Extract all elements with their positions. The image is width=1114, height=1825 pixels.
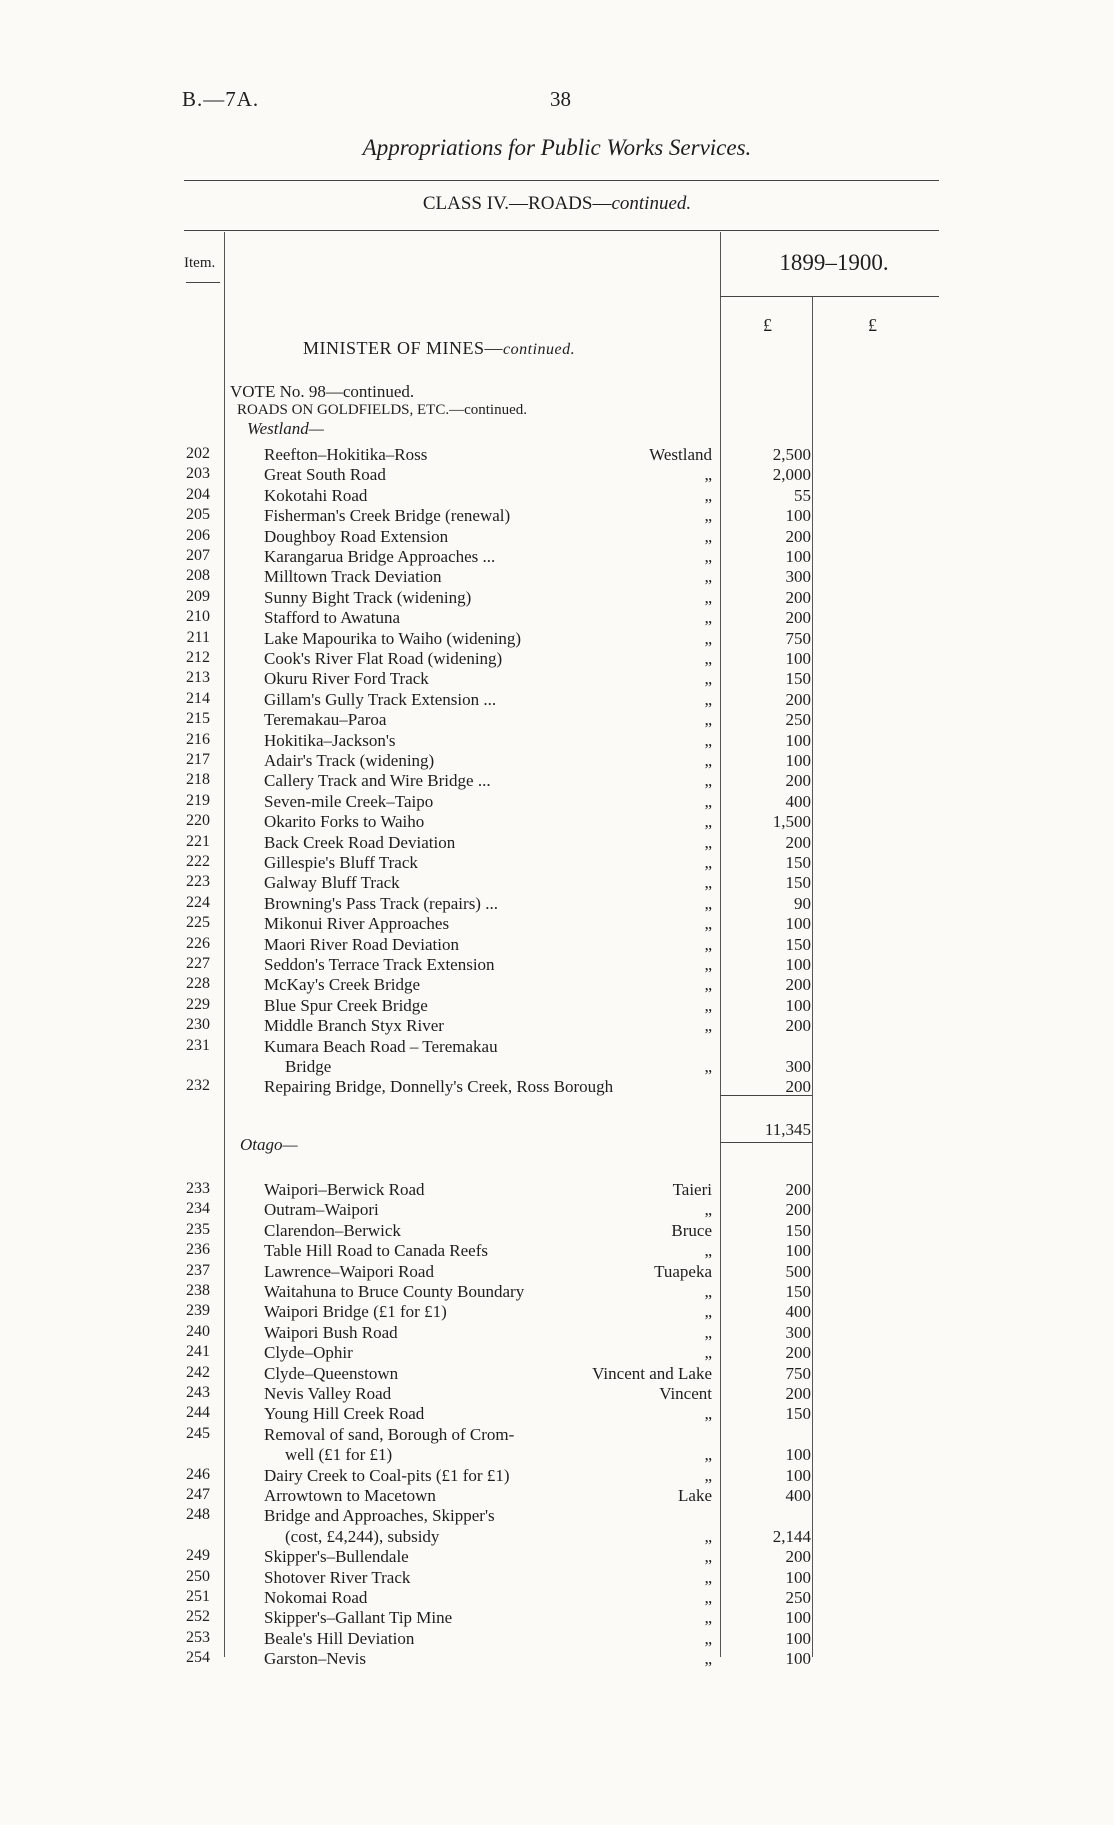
amount-line (0, 1241, 1114, 1261)
amount-line (0, 1384, 1114, 1404)
class-heading-continued: continued. (611, 193, 692, 214)
amount-line (0, 669, 1114, 689)
item-number: 227 (186, 955, 210, 972)
description-line (0, 1425, 1114, 1445)
item-amount: 100 (785, 1241, 811, 1261)
otago-heading: Otago— (240, 1135, 298, 1154)
item-locality: „ (704, 893, 712, 913)
item-description: Table Hill Road to Canada Reefs (264, 1241, 488, 1261)
item-locality: „ (704, 1200, 712, 1220)
item-number: 239 (186, 1302, 210, 1320)
amount-line (0, 710, 1114, 730)
item-description: Clarendon–Berwick (264, 1220, 401, 1240)
item-amount: 200 (785, 975, 811, 995)
item-locality: „ (704, 506, 712, 526)
item-amount: 100 (785, 1608, 811, 1628)
item-amount: 500 (785, 1261, 811, 1281)
item-amount: 100 (785, 751, 811, 770)
item-number: 222 (186, 853, 210, 870)
item-description: Repairing Bridge, Donnelly's Creek, Ross Borough (264, 1077, 614, 1097)
item-number: 249 (186, 1547, 210, 1565)
amount-line (0, 465, 1114, 485)
ministry-heading-main: MINISTER OF MINES— (303, 338, 504, 358)
class-heading-main: CLASS IV.—ROADS— (422, 193, 612, 214)
item-amount: 300 (785, 1322, 811, 1342)
page-number: 38 (550, 87, 571, 111)
item-description: Callery Track and Wire Bridge ... (264, 771, 491, 791)
amount-line (0, 1466, 1114, 1486)
item-number: 217 (186, 751, 210, 768)
item-number: 235 (186, 1220, 210, 1238)
item-description: (cost, £4,244), subsidy (285, 1526, 440, 1546)
item-amount: 2,144 (772, 1526, 811, 1546)
item-locality: „ (704, 853, 712, 872)
item-amount: 250 (785, 1588, 811, 1607)
item-locality: „ (704, 628, 712, 648)
item-amount: 100 (785, 1628, 811, 1648)
item-locality: Vincent and Lake (592, 1363, 712, 1383)
amount-line (0, 833, 1114, 853)
item-amount: 2,500 (772, 445, 811, 464)
item-amount: 200 (785, 1200, 811, 1220)
amount-line (0, 649, 1114, 669)
item-description: Clyde–Ophir (264, 1343, 353, 1363)
item-description: Blue Spur Creek Bridge (264, 995, 428, 1015)
item-locality: Bruce (671, 1220, 712, 1240)
amount-line (0, 955, 1114, 975)
amount-line (0, 751, 1114, 771)
item-description: Stafford to Awatuna (264, 608, 400, 628)
title-rule (184, 180, 939, 181)
amount-line (0, 1547, 1114, 1567)
item-description: Lawrence–Waipori Road (264, 1261, 434, 1281)
item-locality: „ (704, 832, 712, 852)
item-description: Okuru River Ford Track (264, 669, 429, 689)
item-locality: „ (704, 1445, 712, 1465)
item-locality: „ (704, 1608, 712, 1628)
item-amount: 100 (785, 914, 811, 934)
item-locality: Lake (678, 1486, 712, 1505)
item-number: 211 (186, 628, 210, 646)
item-description: Beale's Hill Deviation (264, 1628, 415, 1648)
item-description: Kumara Beach Road – Teremakau (264, 1036, 498, 1056)
item-locality: „ (704, 1322, 712, 1342)
item-number: 215 (186, 710, 210, 728)
item-number: 205 (186, 506, 210, 524)
item-locality: „ (704, 465, 712, 485)
item-amount: 200 (785, 771, 811, 791)
item-amount: 200 (785, 1016, 811, 1036)
amount-line (0, 1302, 1114, 1322)
item-number: 214 (186, 689, 210, 707)
item-description: Back Creek Road Deviation (264, 832, 456, 852)
item-description: Clyde–Queenstown (264, 1363, 399, 1383)
amount-line (0, 1343, 1114, 1363)
item-locality: „ (704, 995, 712, 1015)
item-description: Bridge (285, 1057, 332, 1076)
item-locality: „ (704, 1567, 712, 1587)
item-locality: „ (704, 608, 712, 628)
item-description: Arrowtown to Macetown (264, 1486, 436, 1505)
item-description: Hokitika–Jackson's (264, 730, 396, 750)
item-locality: Vincent (659, 1384, 712, 1403)
item-number: 228 (186, 975, 210, 993)
item-locality: „ (704, 1016, 712, 1036)
amount-line (0, 445, 1114, 465)
item-amount: 100 (785, 1567, 811, 1587)
item-description: Nevis Valley Road (264, 1384, 392, 1403)
item-number: 212 (186, 649, 210, 666)
item-number: 223 (186, 873, 210, 891)
amount-line (0, 1486, 1114, 1506)
item-number: 229 (186, 995, 210, 1013)
item-description: Gillam's Gully Track Extension ... (264, 689, 497, 709)
item-description: Waitahuna to Bruce County Boundary (264, 1282, 525, 1301)
item-amount: 200 (785, 1077, 811, 1097)
item-description: Karangarua Bridge Approaches ... (264, 547, 496, 566)
item-locality: „ (704, 669, 712, 689)
item-number: 225 (186, 914, 210, 932)
item-locality: „ (704, 873, 712, 893)
item-locality: „ (704, 791, 712, 811)
item-locality: „ (704, 587, 712, 607)
vote-heading: VOTE No. 98—continued. (230, 382, 415, 401)
amount-line (0, 608, 1114, 628)
year-head-rule (720, 296, 939, 297)
description-line (0, 1506, 1114, 1526)
amount-line (0, 1364, 1114, 1384)
item-description: Reefton–Hokitika–Ross (264, 445, 428, 464)
item-amount: 100 (785, 506, 811, 526)
page-title: Appropriations for Public Works Services. (362, 135, 752, 160)
item-description: Seven-mile Creek–Taipo (264, 791, 434, 811)
amount-line (0, 1323, 1114, 1343)
amount-line (0, 1404, 1114, 1424)
item-locality: „ (704, 955, 712, 974)
amount-line (0, 567, 1114, 587)
amount-line (0, 853, 1114, 873)
document-reference: B.—7A. (182, 87, 260, 111)
ministry-heading (303, 338, 575, 359)
roads-heading: ROADS ON GOLDFIELDS, ETC.—continued. (237, 402, 527, 418)
item-locality: „ (704, 1526, 712, 1546)
item-description: Okarito Forks to Waiho (264, 812, 425, 832)
item-number: 226 (186, 934, 210, 952)
item-locality: „ (704, 1547, 712, 1567)
item-locality: „ (704, 1465, 712, 1485)
item-number: 254 (186, 1649, 210, 1667)
amount-line (0, 1588, 1114, 1608)
item-number: 238 (186, 1282, 210, 1299)
westland-heading: Westland— (247, 419, 324, 438)
item-amount: 100 (785, 730, 811, 750)
item-number: 204 (186, 485, 210, 503)
item-locality: „ (704, 1343, 712, 1363)
item-number: 236 (186, 1241, 210, 1259)
item-locality: „ (704, 730, 712, 750)
item-description: Removal of sand, Borough of Crom- (264, 1424, 515, 1444)
item-number: 210 (186, 608, 210, 626)
amount-line (0, 1282, 1114, 1302)
item-amount: 100 (785, 547, 811, 566)
item-amount: 100 (785, 1445, 811, 1465)
amount-line (0, 527, 1114, 547)
item-description: Nokomai Road (264, 1588, 368, 1607)
item-description: Maori River Road Deviation (264, 934, 459, 954)
item-description: Seddon's Terrace Track Extension (264, 955, 495, 974)
item-amount: 300 (785, 567, 811, 587)
item-number: 243 (186, 1384, 210, 1401)
item-amount: 150 (785, 873, 811, 893)
amount-line (0, 996, 1114, 1016)
item-amount: 300 (785, 1057, 811, 1076)
item-number: 231 (186, 1036, 210, 1054)
item-locality: „ (704, 1282, 712, 1301)
item-amount: 200 (785, 832, 811, 852)
item-amount: 150 (785, 1220, 811, 1240)
item-amount: 200 (785, 608, 811, 628)
item-number: 251 (186, 1588, 210, 1605)
item-locality: Tuapeka (654, 1261, 712, 1281)
amount-line (0, 629, 1114, 649)
item-amount: 100 (785, 1465, 811, 1485)
item-description: Skipper's–Gallant Tip Mine (264, 1608, 453, 1628)
item-amount: 750 (785, 1363, 811, 1383)
amount-line (0, 547, 1114, 567)
item-description: Browning's Pass Track (repairs) ... (264, 893, 498, 913)
amount-line (0, 1221, 1114, 1241)
item-amount: 100 (785, 955, 811, 974)
item-description: Mikonui River Approaches (264, 914, 450, 934)
amount-line (0, 935, 1114, 955)
item-description: Outram–Waipori (264, 1200, 379, 1220)
item-description: Sunny Bight Track (widening) (264, 587, 472, 607)
item-description: Galway Bluff Track (264, 873, 400, 893)
item-locality: „ (704, 485, 712, 505)
amount-line (0, 1445, 1114, 1465)
item-amount: 150 (785, 853, 811, 872)
item-description: Waipori Bridge (£1 for £1) (264, 1302, 447, 1322)
item-amount: 200 (785, 1384, 811, 1403)
item-number: 208 (186, 567, 210, 585)
item-locality: Taieri (672, 1180, 712, 1199)
item-locality: „ (704, 649, 712, 668)
item-locality: „ (704, 771, 712, 791)
class-heading (0, 193, 1114, 215)
item-locality: „ (704, 1241, 712, 1261)
item-description: Lake Mapourika to Waiho (widening) (264, 628, 522, 648)
amount-line (0, 1180, 1114, 1200)
table-top-rule (184, 230, 939, 231)
item-locality: „ (704, 975, 712, 995)
item-description: Shotover River Track (264, 1567, 411, 1587)
subtotal-rule (720, 1095, 812, 1096)
item-locality: Westland (649, 445, 712, 464)
item-description: well (£1 for £1) (285, 1445, 393, 1465)
item-number: 248 (186, 1506, 210, 1524)
item-locality: „ (704, 567, 712, 587)
item-amount: 200 (785, 587, 811, 607)
ministry-heading-continued: continued. (503, 341, 576, 358)
item-amount: 2,000 (772, 465, 811, 485)
amount-line (0, 1568, 1114, 1588)
item-locality: „ (704, 710, 712, 730)
item-amount: 100 (785, 995, 811, 1015)
item-number: 242 (186, 1363, 210, 1381)
amount-line (0, 588, 1114, 608)
item-description: Teremakau–Paroa (264, 710, 387, 730)
amount-line (0, 873, 1114, 893)
item-locality: „ (704, 689, 712, 709)
amount-line (0, 975, 1114, 995)
item-locality: „ (704, 914, 712, 934)
amount-line (0, 771, 1114, 791)
item-description: Young Hill Creek Road (264, 1404, 425, 1424)
item-description: Waipori Bush Road (264, 1322, 398, 1342)
amount-line (0, 1057, 1114, 1077)
item-description: Skipper's–Bullendale (264, 1547, 409, 1567)
item-description: Cook's River Flat Road (widening) (264, 649, 503, 668)
amount-line (0, 1608, 1114, 1628)
item-locality: „ (704, 812, 712, 832)
item-locality: „ (704, 1404, 712, 1424)
item-head-rule (186, 282, 220, 283)
year-column-header: 1899–1900. (779, 250, 889, 275)
item-number: 219 (186, 791, 210, 809)
item-amount: 250 (785, 710, 811, 730)
item-amount: 90 (794, 893, 811, 913)
item-description: Kokotahi Road (264, 485, 368, 505)
item-number: 203 (186, 465, 210, 483)
item-number: 240 (186, 1322, 210, 1340)
item-number: 234 (186, 1200, 210, 1218)
item-amount: 100 (785, 649, 811, 668)
item-number: 220 (186, 812, 210, 830)
item-amount: 400 (785, 1302, 811, 1322)
item-description: Fisherman's Creek Bridge (renewal) (264, 506, 511, 526)
item-description: Dairy Creek to Coal-pits (£1 for £1) (264, 1465, 510, 1485)
item-description: Garston–Nevis (264, 1649, 366, 1669)
item-description: Adair's Track (widening) (264, 751, 435, 770)
item-locality: „ (704, 1588, 712, 1607)
item-number: 241 (186, 1343, 210, 1361)
item-amount: 200 (785, 526, 811, 546)
item-number: 206 (186, 526, 210, 544)
item-amount: 200 (785, 1547, 811, 1567)
amount-line (0, 812, 1114, 832)
item-amount: 150 (785, 1282, 811, 1301)
item-number: 230 (186, 1016, 210, 1034)
item-description: Great South Road (264, 465, 386, 485)
item-number: 244 (186, 1404, 210, 1422)
item-number: 209 (186, 587, 210, 605)
item-number: 237 (186, 1261, 210, 1279)
item-number: 233 (186, 1180, 210, 1197)
item-amount: 150 (785, 934, 811, 954)
item-locality: „ (704, 934, 712, 954)
amount-line (0, 731, 1114, 751)
amount-line (0, 894, 1114, 914)
amount-line (0, 1649, 1114, 1669)
description-line (0, 1037, 1114, 1057)
item-description: Doughboy Road Extension (264, 526, 449, 546)
item-number: 247 (186, 1486, 210, 1503)
total-rule (720, 1142, 812, 1143)
amount-line (0, 690, 1114, 710)
item-locality: „ (704, 1302, 712, 1322)
item-description: Gillespie's Bluff Track (264, 853, 418, 872)
item-description: Middle Branch Styx River (264, 1016, 444, 1036)
item-amount: 400 (785, 1486, 811, 1505)
item-amount: 1,500 (772, 812, 811, 832)
item-number: 250 (186, 1567, 210, 1585)
item-number: 221 (186, 832, 210, 850)
item-number: 252 (186, 1608, 210, 1626)
item-number: 224 (186, 893, 210, 911)
item-amount: 400 (785, 791, 811, 811)
item-locality: „ (704, 547, 712, 566)
item-amount: 55 (794, 485, 811, 505)
item-locality: „ (704, 526, 712, 546)
item-number: 246 (186, 1465, 210, 1483)
pound-sign-amount: £ (763, 315, 772, 335)
item-number: 207 (186, 547, 210, 564)
amount-line (0, 1629, 1114, 1649)
item-amount: 750 (785, 628, 811, 648)
amount-line (0, 1016, 1114, 1036)
item-number: 245 (186, 1424, 210, 1442)
item-locality: „ (704, 1628, 712, 1648)
item-description: Waipori–Berwick Road (264, 1180, 425, 1199)
item-amount: 100 (785, 1649, 811, 1669)
item-column-header: Item. (184, 255, 216, 271)
amount-line (0, 914, 1114, 934)
item-number: 232 (186, 1077, 210, 1095)
item-amount: 150 (785, 669, 811, 689)
item-amount: 200 (785, 1343, 811, 1363)
item-number: 213 (186, 669, 210, 687)
westland-total: 11,345 (764, 1120, 811, 1139)
item-number: 202 (186, 445, 210, 462)
amount-line (0, 1262, 1114, 1282)
item-amount: 200 (785, 1180, 811, 1199)
item-locality: „ (704, 751, 712, 770)
amount-line (0, 506, 1114, 526)
item-locality: „ (704, 1057, 712, 1076)
item-amount: 150 (785, 1404, 811, 1424)
pound-sign-total: £ (868, 315, 877, 335)
item-description: Milltown Track Deviation (264, 567, 442, 587)
item-number: 253 (186, 1628, 210, 1646)
item-description: Bridge and Approaches, Skipper's (264, 1506, 495, 1526)
item-description: McKay's Creek Bridge (264, 975, 421, 995)
amount-line (0, 792, 1114, 812)
amount-line (0, 486, 1114, 506)
item-locality: „ (704, 1649, 712, 1669)
item-number: 218 (186, 771, 210, 789)
amount-line (0, 1077, 1114, 1097)
amount-line (0, 1527, 1114, 1547)
item-amount: 200 (785, 689, 811, 709)
item-number: 216 (186, 730, 210, 748)
amount-line (0, 1200, 1114, 1220)
